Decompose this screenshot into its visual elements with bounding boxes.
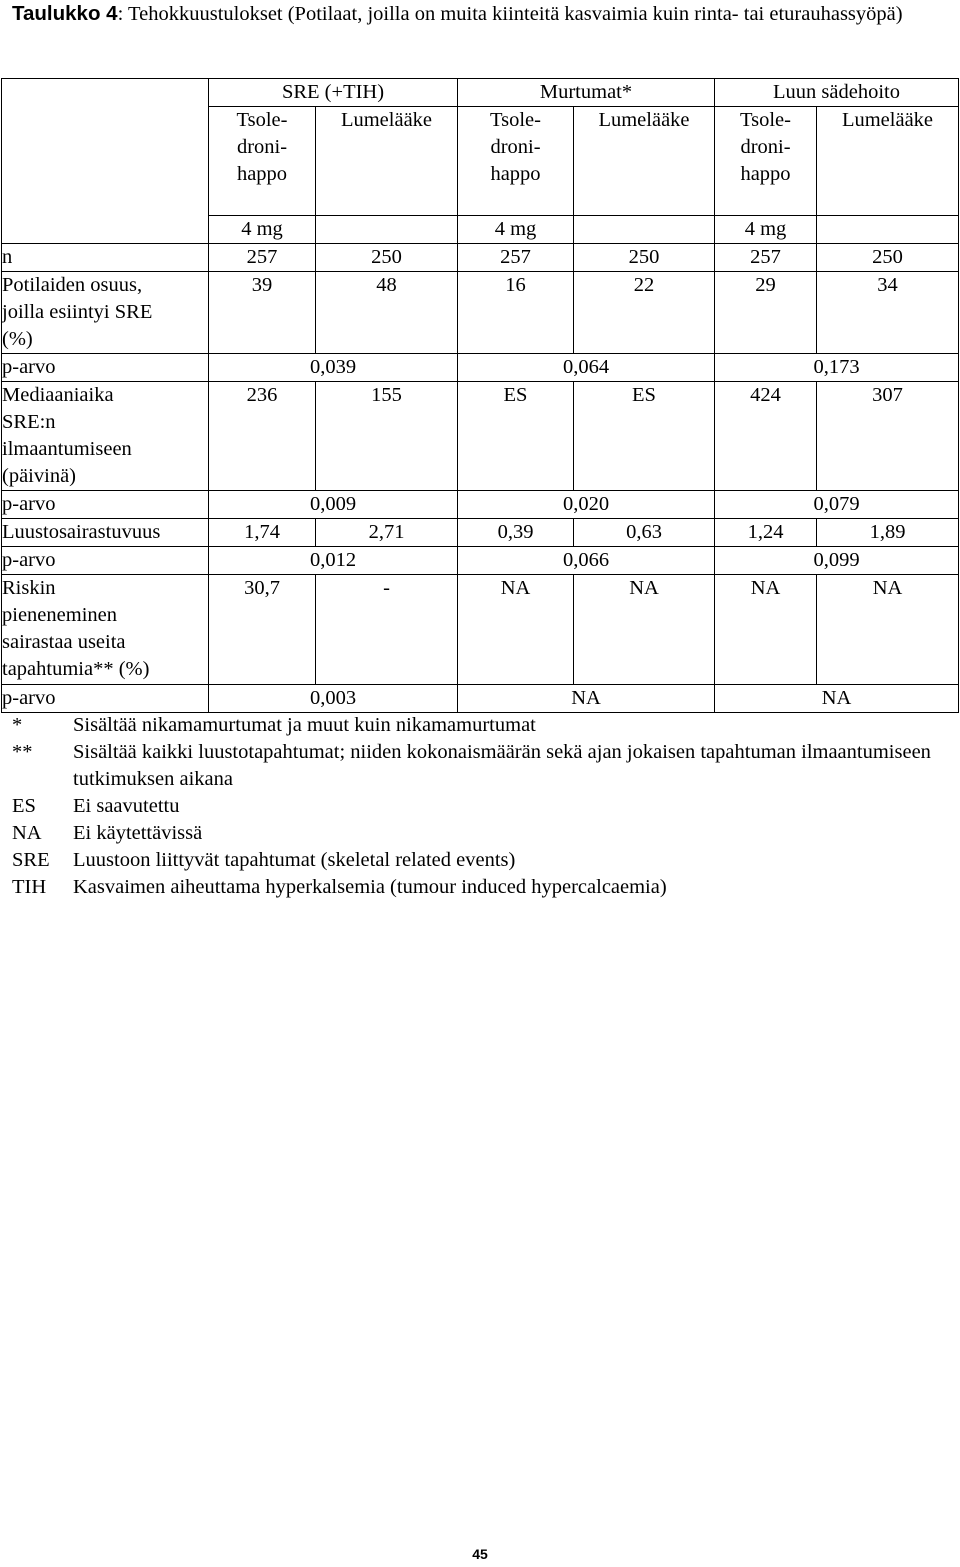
p-value-row — [2, 547, 959, 575]
placebo-header: Lumelääke — [574, 107, 715, 216]
value-cell: 29 — [715, 272, 817, 354]
value-cell: 39 — [209, 272, 316, 354]
p-value-cell: 0,099 — [715, 547, 959, 575]
value-cell: 250 — [316, 244, 458, 272]
row-label: Potilaiden osuus, joilla esiintyi SRE (%) — [2, 272, 209, 354]
page-number: 45 — [472, 1546, 488, 1562]
value-cell: 257 — [715, 244, 817, 272]
value-cell: - — [316, 575, 458, 685]
value-cell: 48 — [316, 272, 458, 354]
footnote-key: SRE — [12, 849, 50, 871]
p-value-row — [2, 491, 959, 519]
footnote-item — [12, 847, 942, 874]
placebo-header: Lumelääke — [316, 107, 458, 216]
value-cell: 0,39 — [458, 519, 574, 547]
value-cell: ES — [574, 382, 715, 491]
footnote-text: Sisältää nikamamurtumat ja muut kuin nikamamurtumat — [73, 714, 536, 736]
value-cell: 250 — [574, 244, 715, 272]
caption-text: : Tehokkuustulokset (Potilaat, joilla on muita kiinteitä kasvaimia kuin rinta- tai eturauhassyöpä) — [117, 3, 903, 25]
value-cell: 307 — [817, 382, 959, 491]
value-cell: 1,89 — [817, 519, 959, 547]
median-time-row — [2, 382, 959, 491]
morbidity-row — [2, 519, 959, 547]
p-value-cell: 0,009 — [209, 491, 458, 519]
empty-cell — [574, 216, 715, 244]
row-label: p-arvo — [2, 547, 209, 575]
footnote-item — [12, 820, 942, 847]
footnote-text: Kasvaimen aiheuttama hyperkalsemia (tumour induced hypercalcaemia) — [73, 876, 667, 898]
footnote-item — [12, 793, 942, 820]
value-cell: 257 — [209, 244, 316, 272]
group-header-radiotherapy: Luun sädehoito — [715, 79, 959, 107]
footnote-text: Luustoon liittyvät tapahtumat (skeletal related events) — [73, 849, 516, 871]
value-cell: 34 — [817, 272, 959, 354]
dose-cell: 4 mg — [458, 216, 574, 244]
value-cell: 424 — [715, 382, 817, 491]
empty-cell — [817, 216, 959, 244]
p-value-cell: 0,079 — [715, 491, 959, 519]
p-value-cell: NA — [458, 685, 715, 713]
footnote-text: Ei käytettävissä — [73, 822, 203, 844]
caption-title: Taulukko 4 — [12, 2, 118, 25]
footnote-text: Ei saavutettu — [73, 795, 180, 817]
row-label: Luustosairastuvuus — [2, 519, 209, 547]
row-label: Mediaaniaika SRE:n ilmaantumiseen (päivinä) — [2, 382, 209, 491]
value-cell: 1,74 — [209, 519, 316, 547]
group-header-row — [2, 79, 959, 107]
drug-header: Tsole- droni- happo — [715, 107, 817, 216]
value-cell: 22 — [574, 272, 715, 354]
p-value-row — [2, 685, 959, 713]
footnote-key: NA — [12, 822, 42, 844]
drug-header: Tsole- droni- happo — [458, 107, 574, 216]
row-label: p-arvo — [2, 354, 209, 382]
value-cell: NA — [458, 575, 574, 685]
empty-corner-cell — [2, 79, 209, 244]
row-label: p-arvo — [2, 491, 209, 519]
p-value-cell: 0,003 — [209, 685, 458, 713]
footnote-text: Sisältää kaikki luustotapahtumat; niiden kokonaismäärän sekä ajan jokaisen tapahtuman ilmaantumiseen tutkimuksen aikana — [73, 741, 931, 790]
value-cell: 250 — [817, 244, 959, 272]
p-value-cell: 0,039 — [209, 354, 458, 382]
value-cell: 1,24 — [715, 519, 817, 547]
dose-cell: 4 mg — [715, 216, 817, 244]
value-cell: ES — [458, 382, 574, 491]
footnote-item — [12, 739, 942, 793]
p-value-cell: 0,173 — [715, 354, 959, 382]
p-value-cell: 0,064 — [458, 354, 715, 382]
empty-cell — [316, 216, 458, 244]
value-cell: 16 — [458, 272, 574, 354]
value-cell: 0,63 — [574, 519, 715, 547]
group-header-sre: SRE (+TIH) — [209, 79, 458, 107]
footnote-item — [12, 874, 942, 901]
dose-cell: 4 mg — [209, 216, 316, 244]
p-value-cell: 0,020 — [458, 491, 715, 519]
footnote-key: ES — [12, 795, 36, 817]
value-cell: 30,7 — [209, 575, 316, 685]
value-cell: NA — [817, 575, 959, 685]
footnote-item — [12, 712, 942, 739]
footnote-key: * — [12, 714, 23, 736]
sre-share-row — [2, 272, 959, 354]
footnotes — [12, 712, 942, 901]
p-value-cell: 0,066 — [458, 547, 715, 575]
row-label: n — [2, 244, 209, 272]
value-cell: NA — [574, 575, 715, 685]
row-label: p-arvo — [2, 685, 209, 713]
footnote-key: ** — [12, 741, 33, 763]
value-cell: NA — [715, 575, 817, 685]
placebo-header: Lumelääke — [817, 107, 959, 216]
risk-reduction-row — [2, 575, 959, 685]
group-header-fractures: Murtumat* — [458, 79, 715, 107]
table-caption — [12, 0, 942, 28]
footnote-key: TIH — [12, 876, 47, 898]
p-value-row — [2, 354, 959, 382]
value-cell: 2,71 — [316, 519, 458, 547]
efficacy-table — [1, 78, 959, 713]
p-value-cell: NA — [715, 685, 959, 713]
row-label: Riskin pieneneminen sairastaa useita tapahtumia** (%) — [2, 575, 209, 685]
n-row — [2, 244, 959, 272]
value-cell: 257 — [458, 244, 574, 272]
value-cell: 236 — [209, 382, 316, 491]
p-value-cell: 0,012 — [209, 547, 458, 575]
value-cell: 155 — [316, 382, 458, 491]
drug-header: Tsole- droni- happo — [209, 107, 316, 216]
